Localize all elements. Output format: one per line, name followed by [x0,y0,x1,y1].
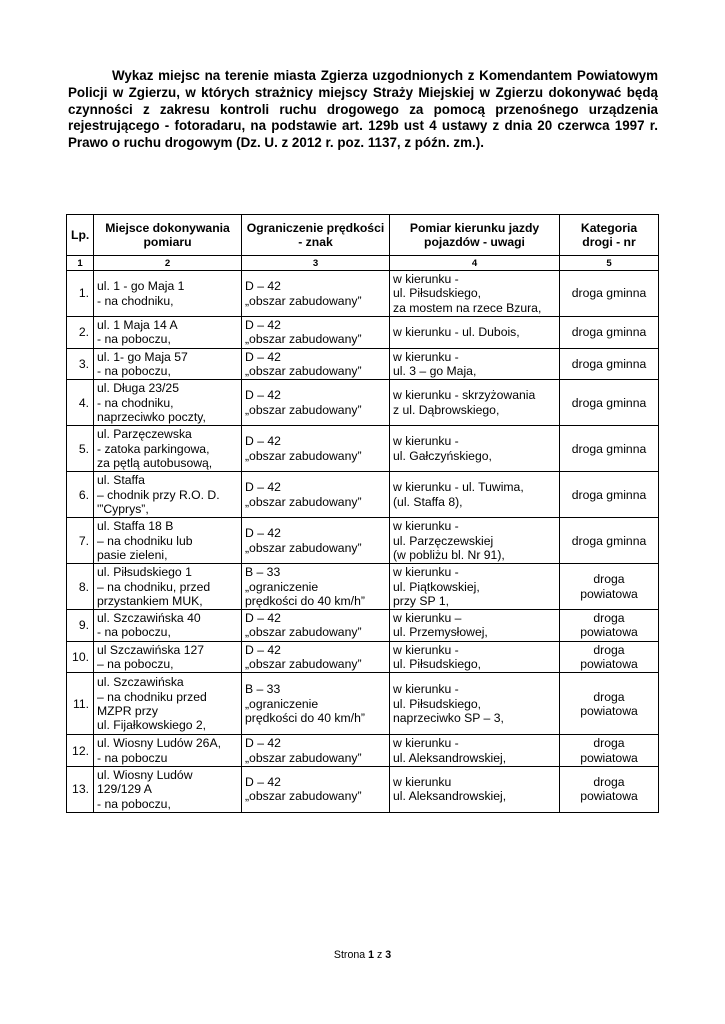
row-place [94,735,242,767]
row-speed-sign-line: „obszar zabudowany” [245,332,362,347]
row-direction-line: ul. Przemysłowej, [393,625,488,640]
row-category [560,766,659,812]
row-place-line: ul. Piłsudskiego 1 [97,565,192,580]
row-category-line: droga gminna [571,533,647,548]
row-place-line: MZPR przy [97,703,158,718]
row-direction [390,271,560,317]
row-place-line: ul. Staffa 18 B [97,519,174,534]
row-place-line: naprzeciwko poczty, [97,409,206,424]
row-category [560,610,659,642]
row-lp: 12. [67,735,94,767]
row-direction-line: za mostem na rzece Bzura, [393,300,542,315]
row-lp: 9. [67,610,94,642]
table-header-row [67,215,659,256]
row-lp: 8. [67,564,94,610]
row-direction [390,766,560,812]
row-direction-line: ul. Piłsudskiego, [393,657,482,672]
row-category-line: droga [593,642,625,657]
row-place-line: ul. 1- go Maja 57 [97,349,188,364]
row-direction-line: w kierunku - [393,736,459,751]
row-category-line: powiatowa [580,657,638,672]
row-place-line: ul. Szczawińska [97,675,184,690]
table-row [67,426,659,472]
row-place-line: ul. 1 Maja 14 A [97,318,178,332]
row-category [560,564,659,610]
row-place-line: - na poboczu, [97,363,171,378]
row-lp: 6. [67,472,94,518]
column-number: 2 [94,256,242,271]
page-footer [0,949,725,961]
row-speed-sign-line: D – 42 [245,611,281,626]
row-place [94,472,242,518]
row-direction [390,564,560,610]
row-place-line: ul Szczawińska 127 [97,642,205,657]
column-number: 3 [242,256,390,271]
row-speed-sign-line: D – 42 [245,480,281,495]
row-direction-line: w kierunku - [393,434,459,449]
row-direction-line: w kierunku - skrzyżowania [393,388,536,403]
row-speed-sign-line: „obszar zabudowany” [245,402,362,417]
row-place-line: ul. Wiosny Ludów [97,768,193,783]
locations-table [66,214,659,813]
row-direction [390,380,560,426]
row-place-line: - na poboczu, [97,796,171,811]
row-category-line: powiatowa [580,750,638,765]
row-direction-line: przy SP 1, [393,593,449,608]
row-category-line: powiatowa [580,703,638,718]
row-direction-line: w kierunku - [393,349,459,364]
row-place-line: przystankiem MUK, [97,593,203,608]
footer-prefix: Strona [333,949,366,961]
row-speed-sign-line: B – 33 [245,565,281,580]
row-speed-sign-line: D – 42 [245,434,281,449]
row-category-line: powiatowa [580,789,638,804]
row-lp: 1. [67,271,94,317]
table-body [67,271,659,813]
row-direction [390,348,560,380]
row-lp: 3. [67,348,94,380]
header-speed-limit: Ograniczenie prędkości - znak [242,215,390,256]
column-number: 4 [390,256,560,271]
row-category-line: droga [593,775,625,790]
table-row [67,564,659,610]
row-category-line: droga [593,689,625,704]
row-category-line: droga [593,611,625,626]
row-lp: 11. [67,673,94,735]
row-direction-line: w kierunku - ul. Dubois, [393,325,520,340]
row-category [560,271,659,317]
row-place [94,518,242,564]
row-speed-sign [242,610,390,642]
table-row [67,348,659,380]
row-place-line: - na chodniku, [97,395,174,410]
column-number: 1 [67,256,94,271]
row-place [94,426,242,472]
row-category [560,673,659,735]
row-direction-line: ul. Piątkowskiej, [393,579,480,594]
row-lp: 5. [67,426,94,472]
footer-page-number: 1 [368,949,374,961]
row-category-line: powiatowa [580,586,638,601]
row-speed-sign [242,426,390,472]
row-direction-line: w kierunku [393,775,452,790]
row-speed-sign-line: prędkości do 40 km/h” [245,711,365,726]
row-place-line: ul. Szczawińska 40 [97,611,201,626]
row-place [94,380,242,426]
row-place-line: – chodnik przy R.O. D. [97,487,220,502]
document-heading: Wykaz miejsc na terenie miasta Zgierza uzgodnionych z Komendantem Powiatowym Policji w Zgierzu, w których strażnicy miejscy Straży Miejskiej w Zgierzu dokonywać będą czynności z zakresu kontroli ruchu drogowego za pomocą przenośnego urządzenia rejestrującego - fotoradaru, na podstawie art. 129b ust 4 ustawy z dnia 20 czerwca 1997 r. Prawo o ruchu drogowym (Dz. U. z 2012 r. poz. 1137, z późn. zm.). [68,68,658,151]
row-category-line: droga [593,736,625,751]
row-place [94,564,242,610]
row-place-line: '”Cyprys”, [97,501,149,516]
row-speed-sign-line: „ograniczenie [245,696,319,711]
row-speed-sign-line: D – 42 [245,279,281,294]
row-speed-sign-line: „obszar zabudowany” [245,625,362,640]
row-speed-sign-line: D – 42 [245,318,281,332]
row-speed-sign [242,673,390,735]
row-category-line: droga gminna [571,286,647,301]
row-direction-line: z ul. Dąbrowskiego, [393,402,500,417]
row-category [560,472,659,518]
row-speed-sign [242,766,390,812]
row-direction-line: w kierunku - ul. Tuwima, [393,480,524,495]
row-category [560,518,659,564]
row-place [94,610,242,642]
row-place-line: - na poboczu, [97,625,171,640]
row-place-line: za pętlą autobusową, [97,455,213,470]
row-direction [390,518,560,564]
row-speed-sign [242,735,390,767]
row-speed-sign-line: B – 33 [245,682,281,697]
row-direction-line: w kierunku - [393,519,459,534]
row-lp: 7. [67,518,94,564]
row-speed-sign-line: „obszar zabudowany” [245,363,362,378]
row-direction [390,673,560,735]
row-speed-sign-line: „obszar zabudowany” [245,657,362,672]
row-speed-sign-line: prędkości do 40 km/h” [245,593,365,608]
row-speed-sign-line: D – 42 [245,349,281,364]
row-place-line: ul. Fijałkowskiego 2, [97,718,207,733]
row-category-line: droga gminna [571,441,647,456]
row-direction-line: ul. Aleksandrowskiej, [393,750,507,765]
row-direction-line: w kierunku – [393,611,462,626]
row-place-line: – na chodniku lub [97,533,193,548]
row-speed-sign [242,271,390,317]
row-place-line: - na poboczu, [97,332,171,347]
table-row [67,472,659,518]
row-place-line: pasie zieleni, [97,547,168,562]
row-place [94,317,242,349]
row-speed-sign-line: „ograniczenie [245,579,319,594]
row-speed-sign-line: D – 42 [245,642,281,657]
row-place-line: - na poboczu [97,750,168,765]
table-row [67,317,659,349]
row-place-line: – na poboczu, [97,657,174,672]
row-place [94,271,242,317]
row-lp: 2. [67,317,94,349]
row-direction [390,317,560,349]
row-speed-sign-line: „obszar zabudowany” [245,448,362,463]
header-lp: Lp. [67,215,94,256]
header-direction: Pomiar kierunku jazdy pojazdów - uwagi [390,215,560,256]
column-number-row [67,256,659,271]
row-speed-sign-line: „obszar zabudowany” [245,293,362,308]
row-direction [390,735,560,767]
header-category: Kategoria drogi - nr [560,215,659,256]
row-speed-sign [242,641,390,673]
row-speed-sign [242,348,390,380]
header-place: Miejsce dokonywania pomiaru [94,215,242,256]
row-direction-line: ul. Parzęczewskiej [393,533,494,548]
row-category-line: droga gminna [571,325,647,340]
row-place-line: ul. Staffa [97,473,145,488]
row-direction [390,472,560,518]
row-speed-sign-line: D – 42 [245,775,281,790]
row-speed-sign-line: D – 42 [245,736,281,751]
row-place [94,766,242,812]
row-speed-sign-line: D – 42 [245,526,281,541]
row-speed-sign [242,564,390,610]
table-row [67,271,659,317]
footer-total-pages: 3 [385,949,392,961]
row-category [560,641,659,673]
row-place-line: ul. Wiosny Ludów 26A, [97,736,221,751]
row-place [94,641,242,673]
row-direction-line: ul. 3 – go Maja, [393,363,477,378]
row-place-line: ul. Długa 23/25 [97,381,179,396]
row-place-line: 129/129 A [97,782,152,797]
row-direction-line: ul. Piłsudskiego, [393,696,482,711]
row-direction-line: ul. Aleksandrowskiej, [393,789,507,804]
row-speed-sign-line: „obszar zabudowany” [245,750,362,765]
row-place-line: – na chodniku przed [97,689,207,704]
row-lp: 4. [67,380,94,426]
row-category [560,735,659,767]
row-place-line: ul. 1 - go Maja 1 [97,279,185,294]
row-direction-line: (w pobliżu bl. Nr 91), [393,547,505,562]
table-row [67,610,659,642]
row-direction-line: naprzeciwko SP – 3, [393,711,504,726]
row-lp: 13. [67,766,94,812]
row-direction-line: w kierunku - [393,272,459,287]
row-speed-sign [242,472,390,518]
row-place-line: - zatoka parkingowa, [97,441,210,456]
row-direction [390,610,560,642]
row-direction-line: w kierunku - [393,642,459,657]
row-category-line: droga gminna [571,395,647,410]
row-speed-sign-line: „obszar zabudowany” [245,789,362,804]
row-place [94,348,242,380]
row-speed-sign-line: D – 42 [245,388,281,403]
row-category [560,380,659,426]
row-place [94,673,242,735]
row-category [560,426,659,472]
column-number: 5 [560,256,659,271]
row-speed-sign-line: „obszar zabudowany” [245,540,362,555]
table-row [67,380,659,426]
row-place-line: – na chodniku, przed [97,579,211,594]
row-category [560,317,659,349]
row-place-line: ul. Parzęczewska [97,427,192,442]
row-speed-sign [242,380,390,426]
table-row [67,735,659,767]
row-category-line: powiatowa [580,625,638,640]
row-category-line: droga gminna [571,487,647,502]
row-speed-sign [242,518,390,564]
table-row [67,641,659,673]
row-direction-line: (ul. Staffa 8), [393,494,463,509]
row-speed-sign [242,317,390,349]
row-category [560,348,659,380]
row-place-line: - na chodniku, [97,293,174,308]
row-category-line: droga gminna [571,356,647,371]
row-direction [390,426,560,472]
table-row [67,518,659,564]
row-direction-line: w kierunku - [393,682,459,697]
row-direction-line: w kierunku - [393,565,459,580]
row-direction-line: ul. Piłsudskiego, [393,286,482,301]
row-lp: 10. [67,641,94,673]
row-direction-line: ul. Gałczyńskiego, [393,448,492,463]
row-speed-sign-line: „obszar zabudowany” [245,494,362,509]
footer-separator: z [376,949,383,961]
row-category-line: droga [593,572,625,587]
table-row [67,766,659,812]
row-direction [390,641,560,673]
table-row [67,673,659,735]
